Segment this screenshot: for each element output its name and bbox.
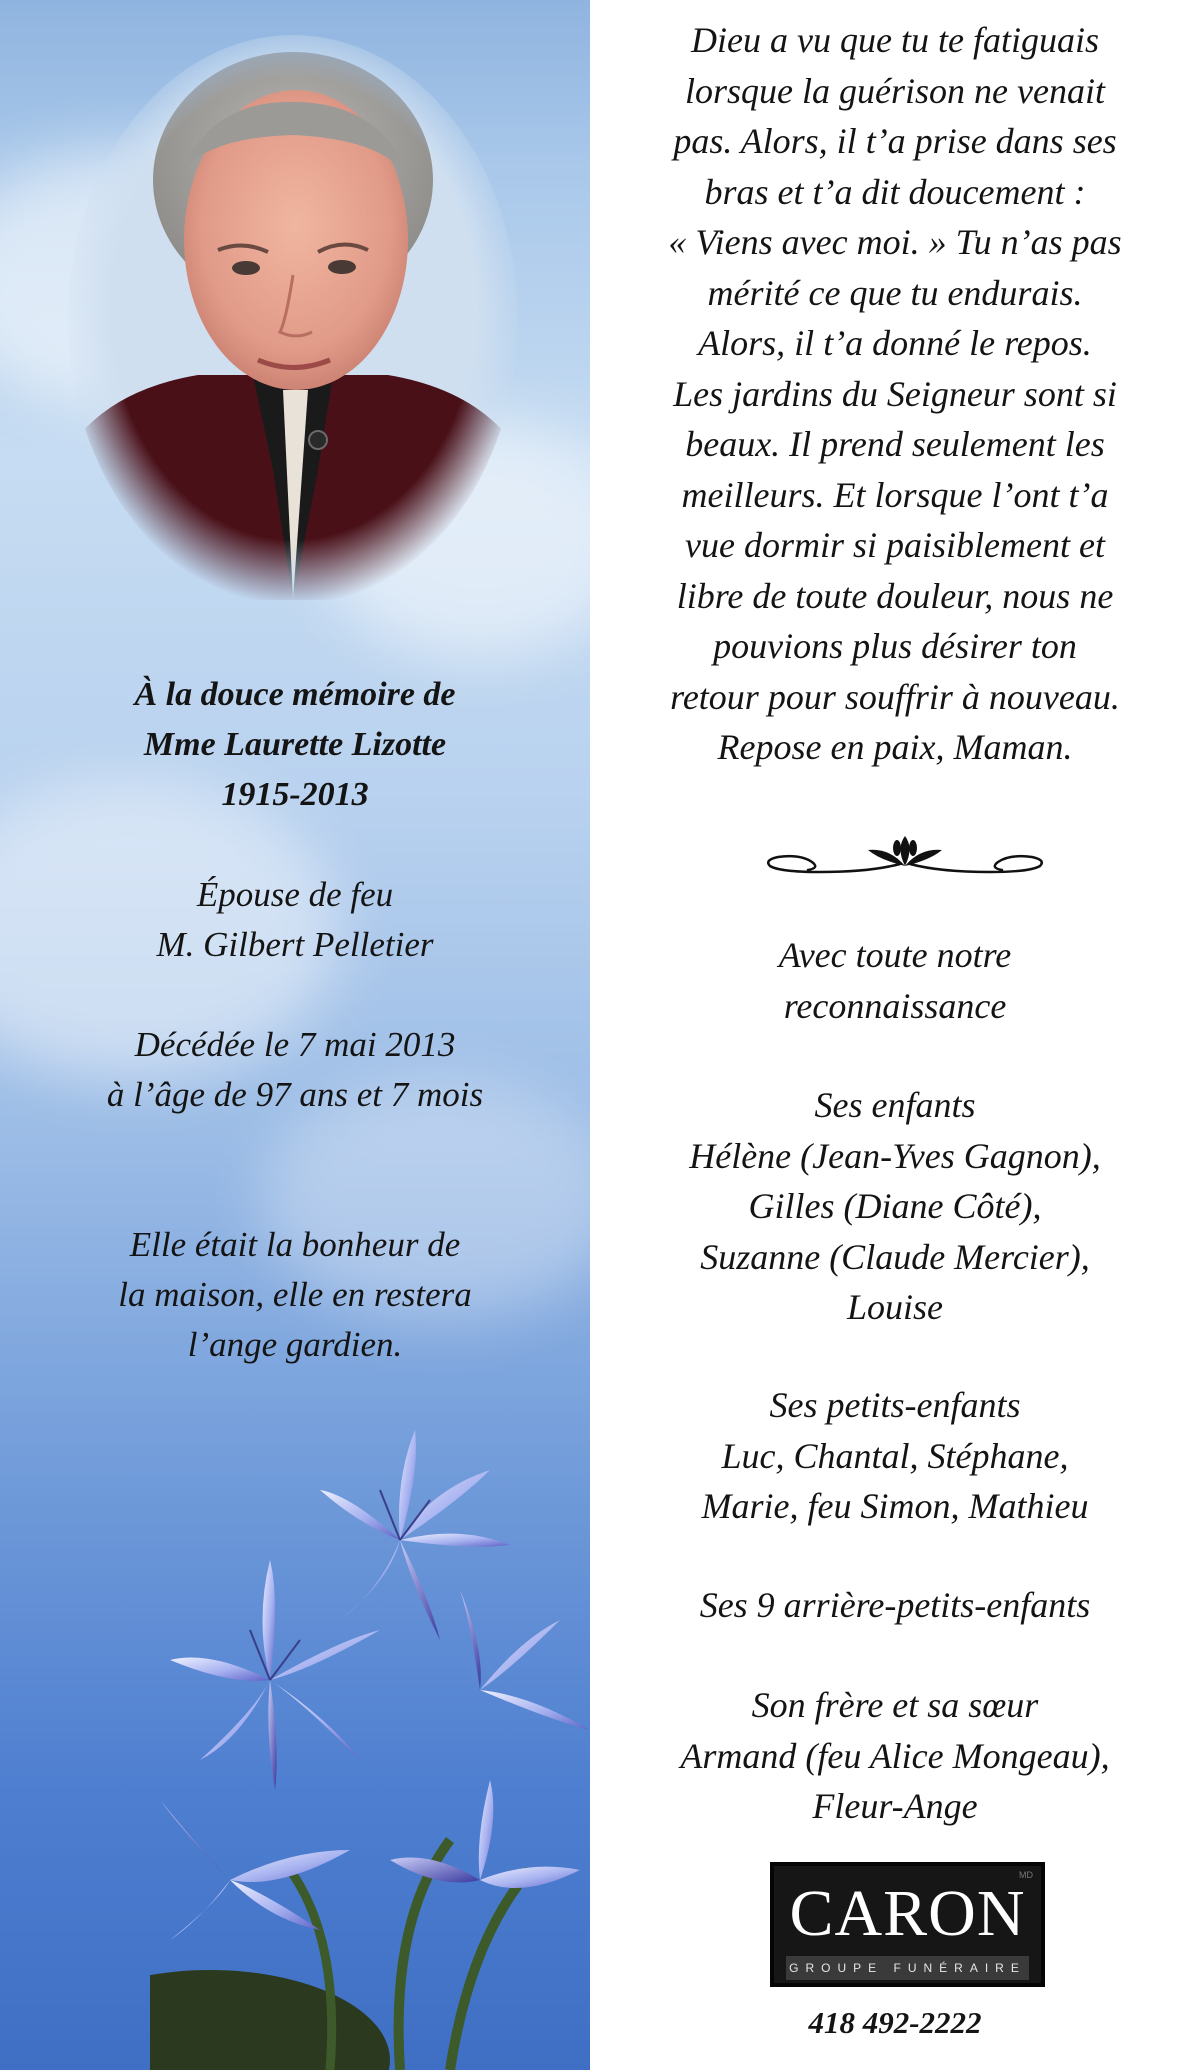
poem-line: « Viens avec moi. » Tu n’as pas xyxy=(668,222,1122,262)
logo-name: CARON xyxy=(789,1877,1026,1950)
children-heading: Ses enfants xyxy=(814,1085,976,1125)
children-list xyxy=(590,1080,1200,1333)
great-grandchildren xyxy=(590,1580,1200,1631)
floral-divider-icon xyxy=(760,830,1050,890)
poem-line: Repose en paix, Maman. xyxy=(717,727,1073,767)
siblings-list xyxy=(590,1680,1200,1832)
acknowledgement xyxy=(590,930,1200,1031)
list-item: Armand (feu Alice Mongeau), xyxy=(680,1735,1110,1776)
list-item: Hélène (Jean-Yves Gagnon), xyxy=(689,1135,1101,1176)
list-item: Louise xyxy=(846,1287,943,1327)
poem-line: libre de toute douleur, nous ne xyxy=(676,575,1114,616)
poem-line: Alors, il t’a donné le repos. xyxy=(698,323,1092,363)
great-grandchildren-line: Ses 9 arrière-petits-enfants xyxy=(699,1585,1091,1625)
life-years: 1915-2013 xyxy=(221,776,369,813)
poem-line: vue dormir si paisiblement et xyxy=(685,525,1105,565)
spouse-line: Épouse de feu xyxy=(196,875,394,914)
list-item: Marie, feu Simon, Mathieu xyxy=(701,1486,1089,1526)
list-item: Suzanne (Claude Mercier), xyxy=(700,1236,1090,1277)
memorial-heading xyxy=(0,670,590,820)
poem-line: pas. Alors, il t’a prise dans ses xyxy=(673,121,1117,161)
portrait-photo xyxy=(68,30,518,600)
memorial-line: À la douce mémoire de xyxy=(134,676,456,713)
death-date: Décédée le 7 mai 2013 xyxy=(134,1025,456,1064)
caron-logo xyxy=(770,1862,1045,1987)
tribute-line: Elle était la bonheur de xyxy=(129,1225,461,1264)
spouse-block xyxy=(0,870,590,970)
grandchildren-list xyxy=(590,1380,1200,1532)
poem-line: retour pour souffrir à nouveau. xyxy=(670,676,1120,717)
logo-subtitle-bar xyxy=(786,1956,1029,1980)
memorial-right-panel xyxy=(590,0,1200,2070)
poem-line: lorsque la guérison ne venait xyxy=(685,70,1105,111)
tribute-line: l’ange gardien. xyxy=(187,1325,403,1364)
poem-line: beaux. Il prend seulement les xyxy=(685,424,1105,464)
deceased-name: Mme Laurette Lizotte xyxy=(143,726,447,763)
poem xyxy=(590,15,1200,773)
death-info-block xyxy=(0,1020,590,1120)
siblings-heading: Son frère et sa sœur xyxy=(751,1685,1039,1725)
poem-line: mérité ce que tu endurais. xyxy=(707,272,1083,313)
poem-line: bras et t’a dit doucement : xyxy=(704,171,1086,212)
acknowledgement-line: Avec toute notre xyxy=(778,935,1012,975)
list-item: Luc, Chantal, Stéphane, xyxy=(721,1435,1069,1476)
grandchildren-heading: Ses petits-enfants xyxy=(769,1385,1021,1425)
acknowledgement-line: reconnaissance xyxy=(783,985,1007,1026)
poem-line: Dieu a vu que tu te fatiguais xyxy=(691,20,1099,60)
poem-line: Les jardins du Seigneur sont si xyxy=(673,373,1117,414)
spouse-name: M. Gilbert Pelletier xyxy=(156,925,434,964)
list-item: Gilles (Diane Côté), xyxy=(748,1186,1042,1226)
poem-line: pouvions plus désirer ton xyxy=(713,626,1077,666)
tribute-line: la maison, elle en restera xyxy=(118,1275,472,1314)
agapanthus-flowers-image xyxy=(150,1420,590,2070)
phone-number: 418 492-2222 xyxy=(808,2005,982,2040)
memorial-left-panel xyxy=(0,0,590,2070)
logo-trademark: MD xyxy=(1019,1870,1033,1880)
age-at-death: à l’âge de 97 ans et 7 mois xyxy=(106,1075,484,1114)
list-item: Fleur-Ange xyxy=(812,1786,978,1826)
poem-line: meilleurs. Et lorsque l’ont t’a xyxy=(681,474,1109,515)
tribute-block xyxy=(0,1220,590,1370)
logo-subtitle: GROUPE FUNÉRAIRE xyxy=(789,1961,1026,1975)
